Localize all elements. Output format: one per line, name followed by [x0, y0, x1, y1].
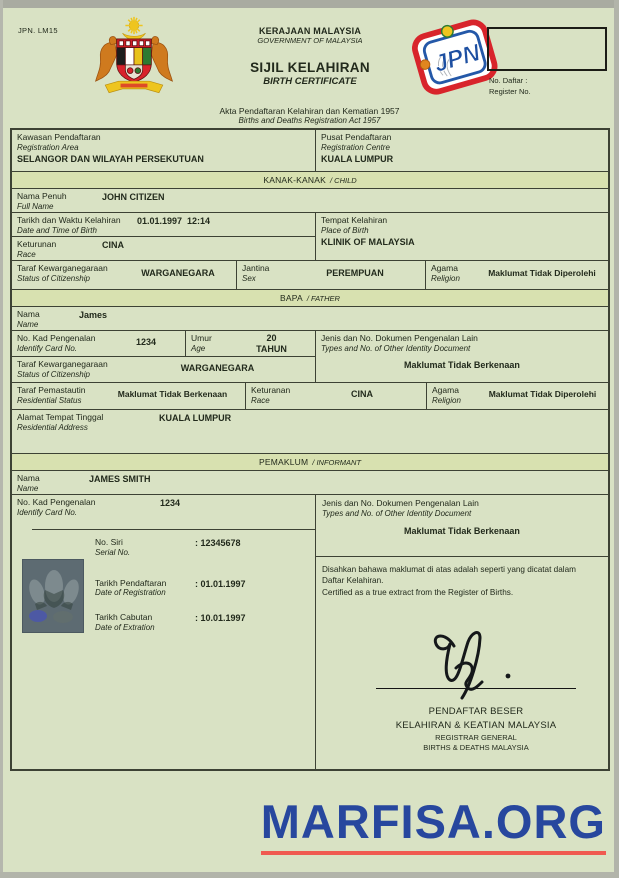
label: Tarikh Pendaftaran [95, 577, 167, 588]
label-en: Name [17, 483, 39, 493]
label-en: Registration Centre [321, 142, 390, 152]
register-number-labels [489, 75, 531, 98]
label: Nama [17, 309, 40, 319]
label-en: Age [191, 343, 206, 353]
bottom-right-column [315, 495, 608, 769]
act-title-my: Akta Pendaftaran Kelahiran dan Kematian 1957 [219, 106, 400, 116]
certification-line1: Disahkan bahawa maklumat di atas adalah seperti yang dicatat dalam [322, 565, 576, 574]
birth-datetime-value: 01.01.1997 12:14 [137, 216, 211, 226]
label-en: Types and No. of Other Identity Document [322, 508, 472, 518]
registrar-title-en-2: BIRTHS & DEATHS MALAYSIA [423, 743, 529, 753]
label-en: Date and Time of Birth [17, 225, 97, 235]
field-birth-place [315, 213, 608, 260]
label-en: Religion [431, 273, 460, 283]
label: Umur [191, 333, 212, 343]
child-birth-left [12, 213, 315, 260]
label-en: Registration Area [17, 142, 79, 152]
section-header-father [12, 290, 608, 307]
father-name-row [12, 307, 608, 331]
child-sex-value: PEREMPUAN [326, 268, 384, 278]
field-registration-area [12, 130, 315, 171]
label: Alamat Tempat Tinggal [17, 412, 104, 422]
child-citizenship-value: WARGANEGARA [141, 268, 215, 278]
field-father-race [245, 383, 426, 409]
field-father-other-doc [315, 331, 608, 382]
section-title-my: BAPA [280, 293, 303, 303]
father-age-unit: TAHUN [256, 344, 287, 355]
label: Taraf Pemastautin [17, 385, 86, 395]
father-citizenship-value: WARGANEGARA [180, 363, 255, 373]
field-child-full-name [12, 189, 608, 212]
section-title-en: / INFORMANT [312, 457, 362, 467]
label-en: Religion [432, 395, 461, 405]
certification-line2: Daftar Kelahiran. [322, 576, 384, 586]
registrar-title-my-1: PENDAFTAR BESER [428, 706, 524, 718]
label: Nama Penuh [17, 191, 67, 201]
birth-place-value: KLINIK OF MALAYSIA [321, 236, 415, 247]
label-en: Serial No. [95, 547, 131, 557]
label: No. Siri [95, 537, 123, 547]
field-father-residential-status [12, 383, 245, 409]
father-age-value-wrap [233, 333, 310, 354]
scan-edge-bottom [0, 872, 619, 878]
scan-edge-right [614, 0, 619, 878]
child-full-name-value: JOHN CITIZEN [102, 192, 165, 202]
label: No. Kad Pengenalan [17, 497, 96, 507]
register-label-en: Register No. [489, 87, 531, 97]
signature-icon [416, 624, 536, 702]
section-title-en: / CHILD [330, 175, 357, 185]
label: Keturunan [17, 239, 57, 249]
registration-area-value: SELANGOR DAN WILAYAH PERSEKUTUAN [17, 153, 204, 164]
site-logo-underline [261, 851, 606, 855]
label: Tarikh dan Waktu Kelahiran [17, 215, 121, 225]
father-address-row [12, 410, 608, 454]
label-en: Place of Birth [321, 225, 369, 235]
government-name-en: GOVERNMENT OF MALAYSIA [257, 36, 363, 45]
label: Nama [17, 473, 40, 483]
label: Agama [431, 263, 458, 273]
father-address-value: KUALA LUMPUR [159, 413, 232, 423]
label-en: Identify Card No. [17, 343, 78, 353]
father-ic-value: 1234 [135, 337, 157, 347]
registration-date-value: : 01.01.1997 [195, 578, 246, 589]
field-informant-other-doc [316, 495, 608, 557]
informant-ic-value: 1234 [160, 498, 181, 508]
father-residential-status-value: Maklumat Tidak Berkenaan [117, 389, 228, 399]
label-en: Residential Address [17, 422, 88, 432]
scan-edge-top [0, 0, 619, 8]
field-father-age [185, 331, 315, 356]
child-race-value: CINA [102, 240, 124, 250]
header-title-block [200, 26, 420, 87]
label: Tarikh Cabutan [95, 612, 153, 623]
field-child-sex [236, 261, 425, 289]
label-en: Date of Extration [95, 622, 155, 632]
extraction-date-value: : 10.01.1997 [195, 613, 246, 624]
registrar-title-en-1: REGISTRAR GENERAL [435, 732, 517, 742]
section-title-en: / FATHER [306, 293, 340, 303]
field-informant-ic [12, 495, 315, 529]
act-title-en: Births and Deaths Registration Act 1957 [238, 116, 381, 125]
father-id-left [12, 331, 315, 382]
registration-centre-value: KUALA LUMPUR [321, 153, 394, 164]
label: Tempat Kelahiran [321, 215, 388, 225]
jpn-logo [412, 16, 498, 100]
section-title-my: PEMAKLUM [258, 457, 309, 467]
label: Jantina [242, 263, 270, 273]
site-logo [261, 796, 606, 855]
section-title-my: KANAK-KANAK [263, 175, 326, 185]
label: Kawasan Pendaftaran [17, 132, 101, 142]
label-en: Status of Citizenship [17, 273, 90, 283]
father-id-top [12, 331, 315, 357]
father-race-value: CINA [351, 389, 373, 399]
official-stamp-photo [22, 559, 84, 633]
field-registration-centre [315, 130, 608, 171]
informant-name-row [12, 471, 608, 495]
field-father-ic [12, 331, 185, 356]
field-father-citizenship [12, 357, 315, 382]
field-child-race [12, 237, 315, 261]
label-en: Full Name [17, 201, 54, 211]
father-status-row [12, 383, 608, 410]
label: Taraf Kewarganegaraan [17, 359, 108, 369]
label: Agama [432, 385, 459, 395]
child-name-row [12, 189, 608, 213]
form-code: JPN. LM15 [18, 26, 58, 35]
label-en: Residential Status [17, 395, 82, 405]
register-label-my: No. Daftar : [489, 76, 528, 85]
label: Keturanan [251, 385, 291, 395]
field-child-religion [425, 261, 608, 289]
child-status-row [12, 261, 608, 290]
certificate-title: SIJIL KELAHIRAN [250, 60, 370, 75]
field-birth-datetime [12, 213, 315, 237]
label-en: Date of Registration [95, 588, 166, 598]
certificate-title-en: BIRTH CERTIFICATE [263, 76, 357, 87]
label-en: Race [17, 249, 36, 259]
father-other-doc-value: Maklumat Tidak Berkenaan [404, 359, 520, 370]
bottom-zone [12, 495, 608, 769]
bottom-left-column [12, 495, 315, 769]
label: Jenis dan No. Dokumen Pengenalan Lain [322, 498, 479, 508]
act-reference [0, 106, 619, 125]
signature-zone [376, 624, 576, 689]
child-religion-value: Maklumat Tidak Diperolehi [488, 268, 596, 278]
field-father-name [12, 307, 608, 330]
father-religion-value: Maklumat Tidak Diperolehi [488, 389, 597, 399]
field-father-address [12, 410, 608, 453]
certification-statement [316, 557, 608, 598]
child-birth-row [12, 213, 608, 261]
site-name: MARFISA.ORG [260, 795, 606, 848]
svg-text:JPN: JPN [431, 39, 484, 78]
field-informant-name [12, 471, 608, 494]
field-father-religion [426, 383, 608, 409]
government-name: KERAJAAN MALAYSIA [258, 26, 362, 36]
label-en: Types and No. of Other Identity Document [321, 343, 471, 353]
register-number-box [487, 27, 607, 71]
informant-name-value: JAMES SMITH [89, 474, 151, 484]
registrar-title-my-2: KELAHIRAN & KEATIAN MALAYSIA [395, 720, 557, 732]
section-header-child [12, 172, 608, 189]
scan-edge-left [0, 0, 3, 878]
label-en: Race [251, 395, 270, 405]
section-header-informant [12, 454, 608, 471]
certificate-table [10, 128, 610, 771]
label-en: Sex [242, 273, 256, 283]
father-age-value: 20 [266, 333, 277, 343]
serial-no-value: : 12345678 [195, 538, 241, 548]
field-child-citizenship [12, 261, 236, 289]
label-en: Name [17, 319, 39, 329]
malaysia-coat-of-arms-icon [86, 14, 182, 110]
field-serial-no [12, 529, 315, 558]
registrar-block [351, 705, 601, 754]
certification-line3: Certified as a true extract from the Register of Births. [322, 587, 514, 597]
label-en: Status of Citizenship [17, 369, 90, 379]
label: Pusat Pendaftaran [321, 132, 392, 142]
father-name-value: James [79, 310, 108, 320]
registration-row [12, 130, 608, 172]
label: Taraf Kewarganegaraan [17, 263, 108, 273]
label: Jenis dan No. Dokumen Pengenalan Lain [321, 333, 478, 343]
father-id-row [12, 331, 608, 383]
label: No. Kad Pengenalan [17, 333, 96, 343]
label-en: Identify Card No. [17, 507, 78, 517]
informant-other-doc-value: Maklumat Tidak Berkenaan [404, 525, 520, 536]
